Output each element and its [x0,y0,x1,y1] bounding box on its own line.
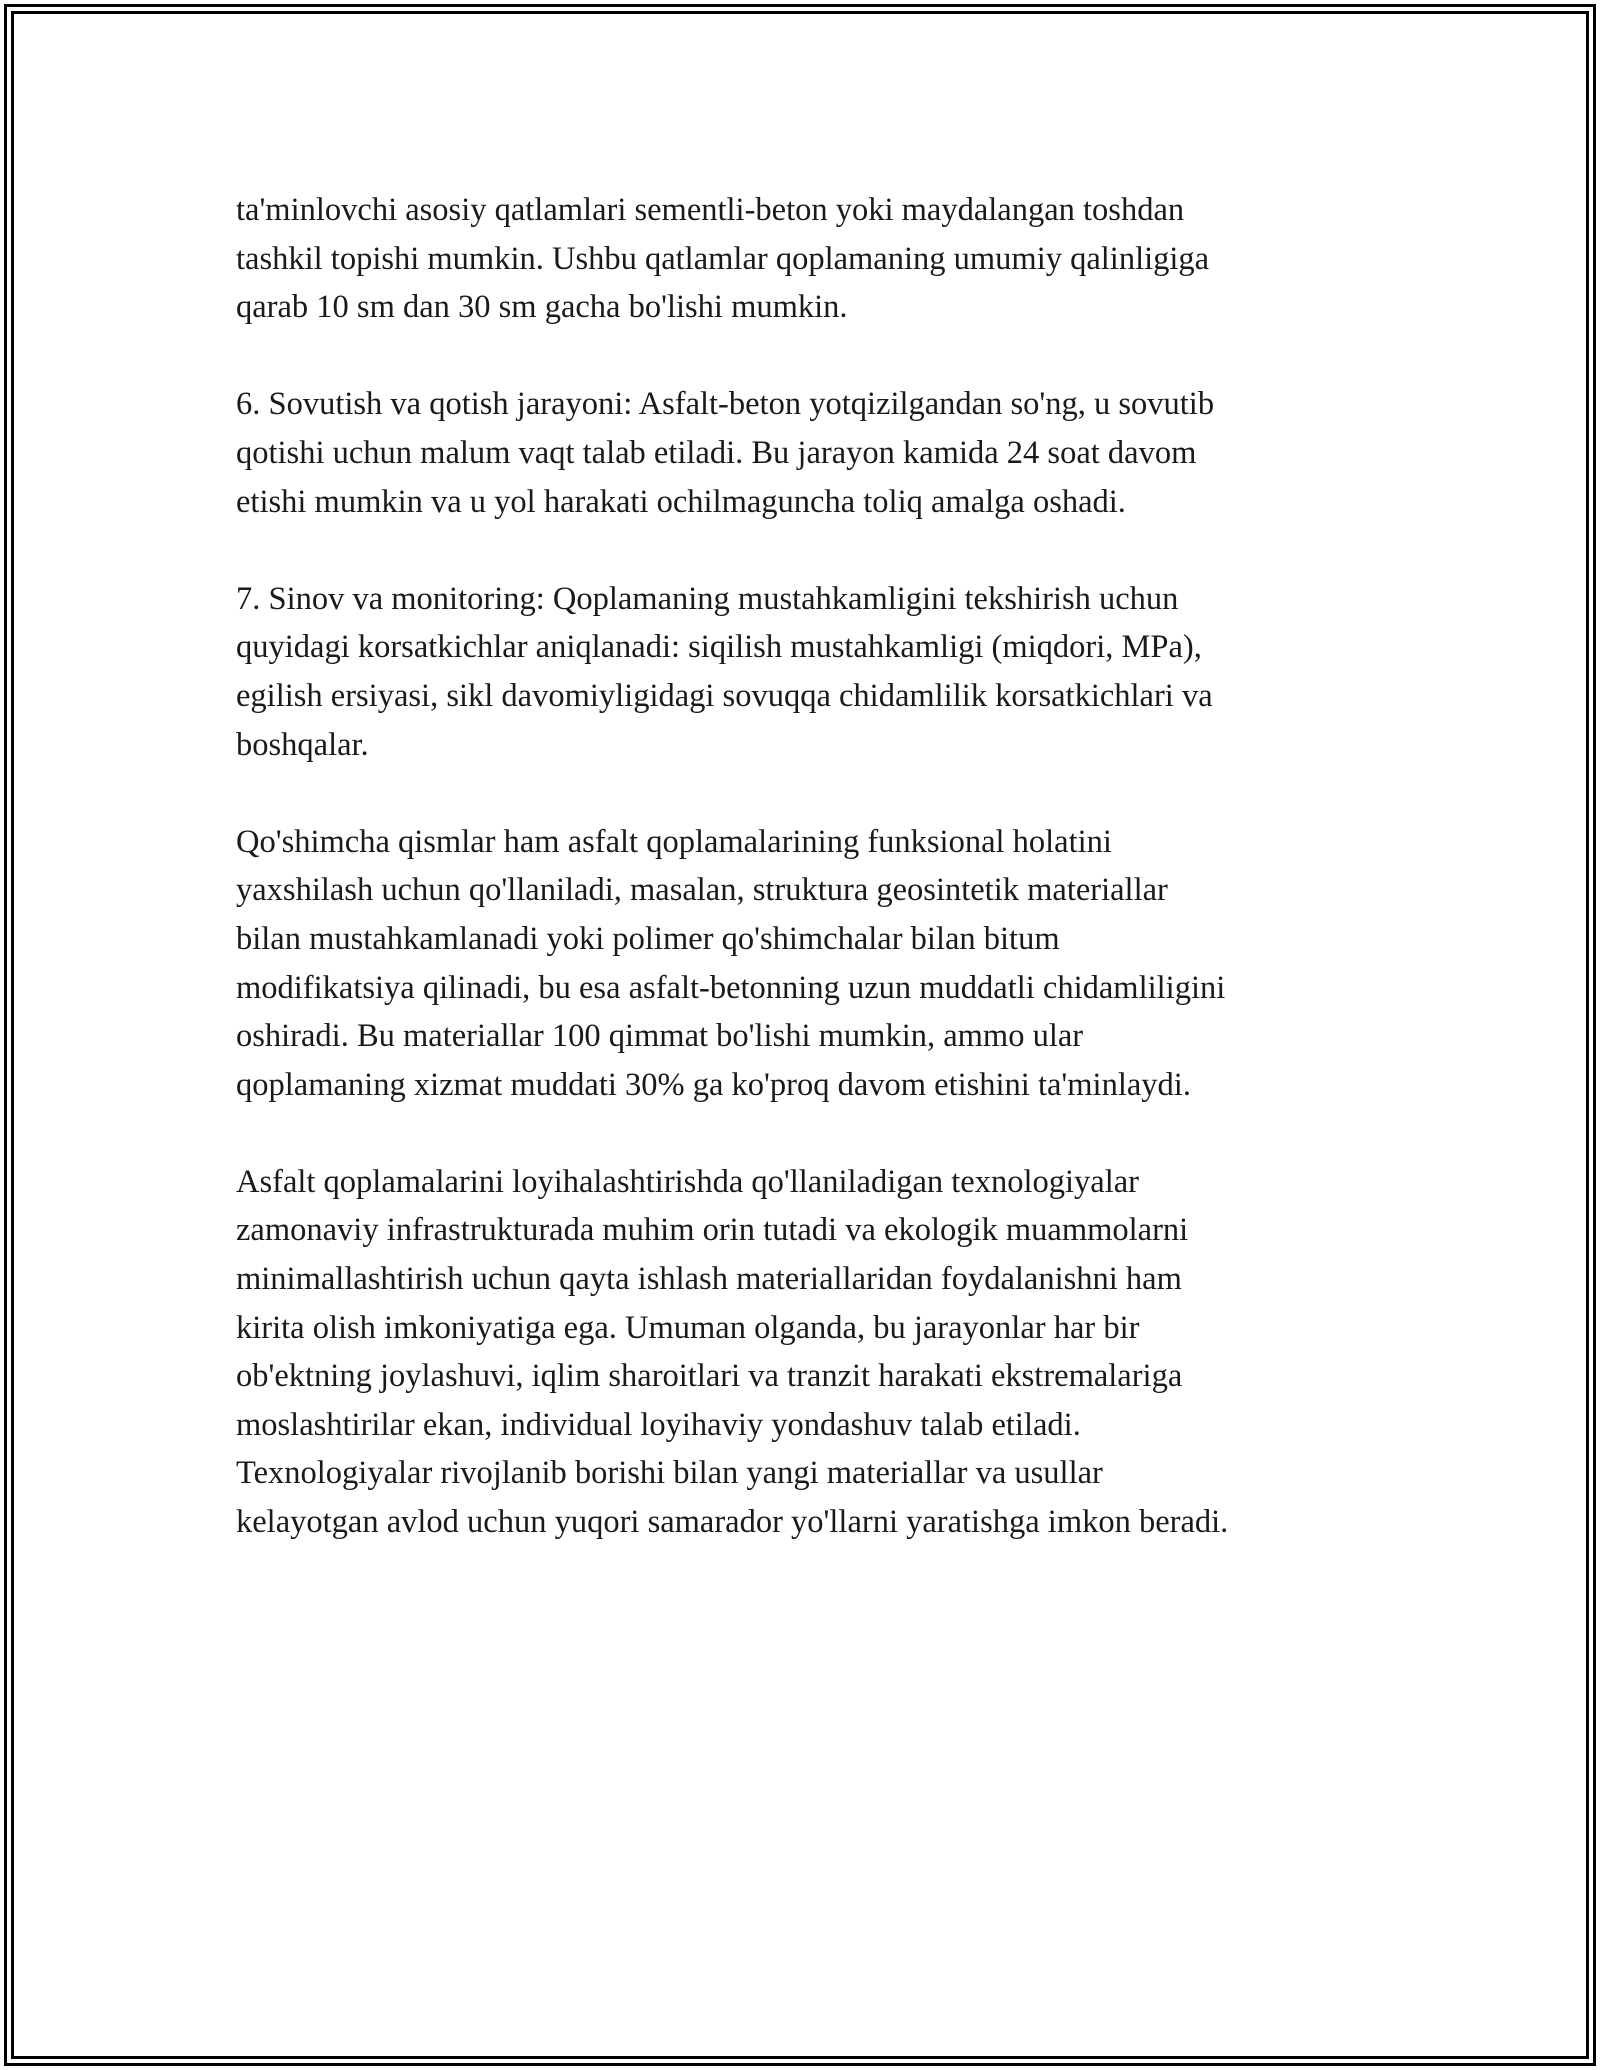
paragraph-base-layers: ta'minlovchi asosiy qatlamlari sementli-beton yoki maydalangan toshdan tashkil topishi mumkin. Ushbu qatlamlar qoplamaning umumiy qalinligiga qarab 10 sm dan 30 sm gacha bo'lishi mumkin. [236,192,1210,326]
paragraph-technologies-conclusion: Asfalt qoplamalarini loyihalashtirishda qo'llaniladigan texnologiyalar zamonaviy infrastrukturada muhim orin tutadi va ekologik muammolarni minimallashtirish uchun qayta ishlash materiallaridan foydalanishni ham kirita olish imkoniyatiga ega. Umuman olganda, bu jarayonlar har bir ob'ektning joylashuvi, iqlim sharoitlari va tranzit harakati ekstremalariga moslashtirilar ekan, individual loyihaviy yondashuv talab etiladi. Texnologiyalar rivojlanib borishi bilan yangi materiallar va usullar kelayotgan avlod uchun yuqori samarador yo'llarni yaratishga imkon beradi. [236,1163,1229,1541]
document-body [236,186,1376,1595]
paragraph-cooling-curing: 6. Sovutish va qotish jarayoni: Asfalt-beton yotqizilgandan so'ng, u sovutib qotishi uchun malum vaqt talab etiladi. Bu jarayon kamida 24 soat davom etishi mumkin va u yol harakati ochilmaguncha toliq amalga oshadi. [236,386,1215,520]
paragraph-additional-components: Qo'shimcha qismlar ham asfalt qoplamalarining funksional holatini yaxshilash uchun qo'llaniladi, masalan, struktura geosintetik materiallar bilan mustahkamlanadi yoki polimer qo'shimchalar bilan bitum modifikatsiya qilinadi, bu esa asfalt-betonning uzun muddatli chidamliligini oshiradi. Bu materiallar 100 qimmat bo'lishi mumkin, ammo ular qoplamaning xizmat muddati 30% ga ko'proq davom etishini ta'minlaydi. [236,823,1226,1103]
paragraph-testing-monitoring: 7. Sinov va monitoring: Qoplamaning mustahkamligini tekshirish uchun quyidagi korsatkichlar aniqlanadi: siqilish mustahkamligi (miqdori, MPa), egilish ersiyasi, sikl davomiyligidagi sovuqqa chidamlilik korsatkichlari va boshqalar. [236,580,1213,763]
